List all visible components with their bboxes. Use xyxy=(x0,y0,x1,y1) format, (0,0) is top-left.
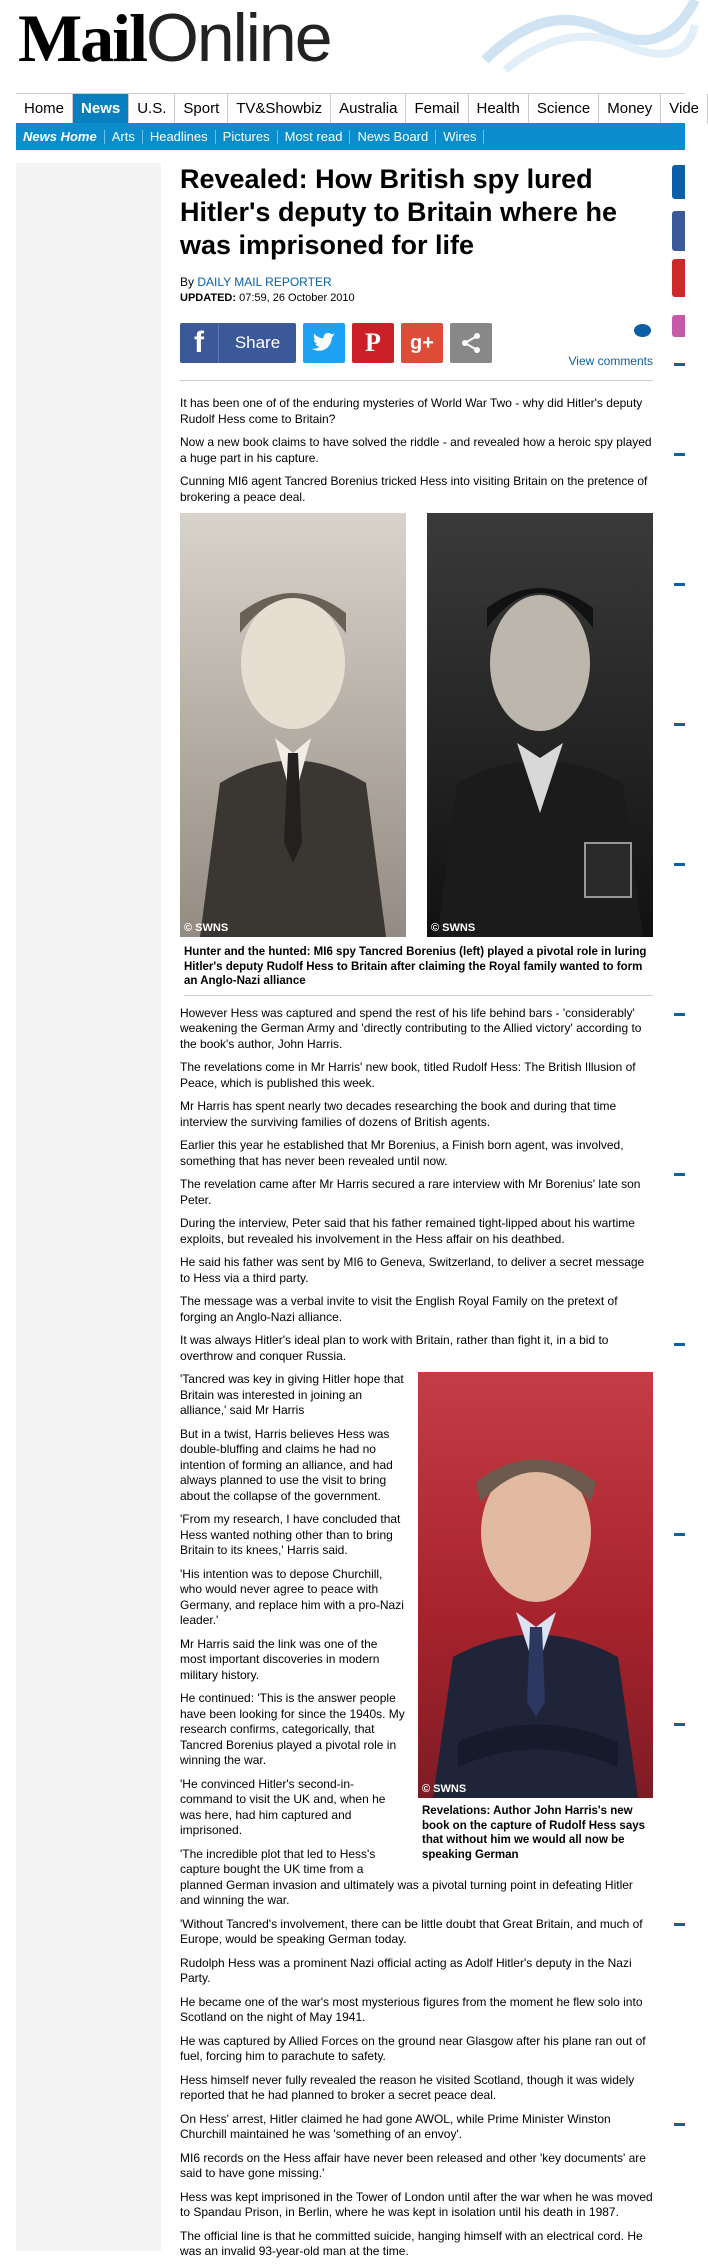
body-paragraph: Earlier this year he established that Mr Borenius, a Finish born agent, was involved, something that has never been revealed until now. xyxy=(180,1138,624,1168)
subnav-headlines[interactable]: Headlines xyxy=(143,130,216,144)
body-paragraph: He was captured by Allied Forces on the ground near Glasgow after his plane ran out of fuel, forcing him to parachute to safety. xyxy=(180,2033,646,2063)
body-paragraph: It was always Hitler's ideal plan to work with Britain, rather than fight it, in a bid to overthrow and conquer Russia. xyxy=(180,1333,609,1363)
sidebar-link-marker[interactable] xyxy=(674,1343,685,1346)
left-ad-column xyxy=(16,163,161,2251)
article-body-2 xyxy=(180,1372,653,2260)
twitter-share-button[interactable] xyxy=(303,323,345,363)
logo-mail: Mail xyxy=(18,0,146,76)
facebook-share-button[interactable] xyxy=(180,323,296,363)
sidebar-link-marker[interactable] xyxy=(674,1923,685,1926)
image-caption: Revelations: Author John Harris's new book on the capture of Rudolf Hess says that without him we would all now be speaking German xyxy=(422,1805,646,1861)
body-paragraph: Mr Harris has spent nearly two decades researching the book and during that time interview the surviving families of dozens of British agents. xyxy=(180,1099,617,1129)
body-paragraph: Hess was kept imprisoned in the Tower of London until after the war when he was moved to Spandau Prison, in Berlin, where he was kept in isolation until his death in 1987. xyxy=(180,2189,653,2219)
subnav-pictures[interactable]: Pictures xyxy=(216,130,278,144)
sidebar-link-marker[interactable] xyxy=(674,363,685,366)
intro-paragraph: Now a new book claims to have solved the riddle - and revealed how a heroic spy played a huge part in his capture. xyxy=(180,435,652,465)
more-share-button[interactable] xyxy=(450,323,492,363)
updated-label: UPDATED: xyxy=(180,292,237,304)
byline-prefix: By xyxy=(180,275,195,289)
sidebar-link-marker[interactable] xyxy=(674,583,685,586)
body-paragraph: The revelations come in Mr Harris' new book, titled Rudolf Hess: The British Illusion of Peace, which is published this week. xyxy=(180,1060,636,1090)
pinterest-icon: P xyxy=(365,328,381,357)
facebook-share-label: Share xyxy=(234,333,281,352)
intro-paragraph: Cunning MI6 agent Tancred Borenius tricked Hess into visiting Britain on the pretence of brokering a peace deal. xyxy=(180,474,648,504)
nav-femail[interactable]: Femail xyxy=(406,94,468,124)
body-paragraph: Rudolph Hess was a prominent Nazi official acting as Adolf Hitler's deputy in the Nazi Party. xyxy=(180,1955,632,1985)
photo-rudolf-hess xyxy=(427,513,653,937)
nav-home[interactable]: Home xyxy=(16,94,73,124)
body-paragraph: During the interview, Peter said that his father remained tight-lipped about his wartime exploits, but revealed his involvement in the Hess affair on his deathbed. xyxy=(180,1216,635,1246)
sidebar-link-marker[interactable] xyxy=(674,453,685,456)
nav-us[interactable]: U.S. xyxy=(129,94,175,124)
sidebar-tab-facebook[interactable] xyxy=(672,211,685,251)
body-paragraph: Hess himself never fully revealed the reason he visited Scotland, though it was widely reported that he had planned to broker a secret peace deal. xyxy=(180,2072,635,2102)
sub-nav xyxy=(16,123,685,150)
portrait-illustration xyxy=(427,513,653,937)
sidebar-tab-red[interactable] xyxy=(672,259,685,297)
google-plus-share-button[interactable] xyxy=(401,323,443,363)
pinterest-share-button[interactable] xyxy=(352,323,394,363)
article xyxy=(180,163,653,2268)
logo-online: Online xyxy=(145,0,331,76)
share-bar xyxy=(180,318,653,381)
sidebar-link-marker[interactable] xyxy=(674,1173,685,1176)
sidebar-link-marker[interactable] xyxy=(674,1013,685,1016)
photo-credit: © SWNS xyxy=(422,1783,467,1795)
body-paragraph: 'Tancred was key in giving Hitler hope that Britain was interested in joining an alliance,' said Mr Harris xyxy=(180,1372,404,1417)
byline xyxy=(180,275,653,289)
subnav-news-board[interactable]: News Board xyxy=(350,130,436,144)
photo-john-harris-block xyxy=(418,1372,653,1868)
sidebar-link-marker[interactable] xyxy=(674,863,685,866)
view-comments-link[interactable]: View comments xyxy=(568,354,653,368)
masthead-swirl-decoration xyxy=(485,0,695,70)
portrait-illustration xyxy=(180,513,406,937)
sidebar-link-marker[interactable] xyxy=(674,1723,685,1726)
twitter-icon xyxy=(312,333,336,353)
subnav-wires[interactable]: Wires xyxy=(436,130,484,144)
intro-paragraph: It has been one of of the enduring mysteries of World War Two - why did Hitler's deputy Rudolf Hess come to Britain? xyxy=(180,396,643,426)
subnav-news-home[interactable]: News Home xyxy=(16,130,105,144)
body-paragraph: The revelation came after Mr Harris secured a rare interview with Mr Borenius' late son Peter. xyxy=(180,1177,641,1207)
facebook-icon: f xyxy=(180,323,219,363)
share-icon xyxy=(460,332,482,354)
article-body-1 xyxy=(180,1006,653,1365)
nav-video[interactable]: Vide xyxy=(661,94,708,124)
body-paragraph: Mr Harris said the link was one of the most important discoveries in modern military history. xyxy=(180,1636,380,1682)
body-paragraph: He became one of the war's most mysterious figures from the moment he flew solo into Scotland on the night of May 1941. xyxy=(180,1994,643,2024)
body-paragraph: On Hess' arrest, Hitler claimed he had gone AWOL, while Prime Minister Winston Churchill maintained he was 'something of an envoy'. xyxy=(180,2111,611,2141)
body-paragraph: He said his father was sent by MI6 to Geneva, Switzerland, to deliver a secret message to Hess via a third party. xyxy=(180,1255,645,1285)
nav-health[interactable]: Health xyxy=(469,94,529,124)
nav-tv-showbiz[interactable]: TV&Showbiz xyxy=(228,94,331,124)
body-paragraph: 'His intention was to depose Churchill, who would never agree to peace with Germany, and replace him with a pro-Nazi leader.' xyxy=(180,1566,404,1627)
body-paragraph: 'The incredible plot that led to Hess's capture bought the UK time from a planned German invasion and ultimately was a pivotal turning point in defeating Hitler and winning the war. xyxy=(180,1846,633,1907)
updated-timestamp xyxy=(180,292,653,304)
masthead xyxy=(0,0,685,88)
sidebar-link-marker[interactable] xyxy=(674,723,685,726)
photo-credit: © SWNS xyxy=(184,922,229,934)
nav-australia[interactable]: Australia xyxy=(331,94,406,124)
body-paragraph: MI6 records on the Hess affair have never been released and other 'key documents' are said to have gone missing.' xyxy=(180,2150,646,2180)
body-paragraph: He continued: 'This is the answer people have been looking for since the 1940s. My research confirms, categorically, that Tancred Borenius played a pivotal role in winning the war. xyxy=(180,1691,405,1767)
site-logo[interactable] xyxy=(18,0,331,76)
body-paragraph: The message was a verbal invite to visit the English Royal Family on the pretext of forging an Anglo-Nazi alliance. xyxy=(180,1294,618,1324)
body-paragraph: 'From my research, I have concluded that Hess wanted nothing other than to bring Britain to its knees,' Harris said. xyxy=(180,1512,401,1557)
body-paragraph: 'He convinced Hitler's second-in-command to visit the UK and, when he was here, had him captured and imprisoned. xyxy=(180,1776,386,1837)
body-paragraph: 'Without Tancred's involvement, there can be little doubt that Great Britain, and much of Europe, would be speaking German today. xyxy=(180,1916,643,1946)
body-paragraph: But in a twist, Harris believes Hess was double-bluffing and claims he had no intention of forming an alliance, and had always planned to use the visit to bring about the collapse of the government. xyxy=(180,1426,393,1503)
image-pair xyxy=(180,513,653,937)
updated-time: 07:59, 26 October 2010 xyxy=(239,292,355,304)
nav-money[interactable]: Money xyxy=(599,94,661,124)
photo-john-harris xyxy=(418,1372,653,1798)
image-caption: Hunter and the hunted: MI6 spy Tancred Borenius (left) played a pivotal role in luring Hitler's deputy Rudolf Hess to Britain after claiming the Royal family wanted to form an Anglo-Nazi alliance xyxy=(184,945,653,996)
google-plus-icon: g+ xyxy=(410,331,434,354)
nav-science[interactable]: Science xyxy=(529,94,599,124)
right-sidebar-edge xyxy=(670,163,685,2251)
subnav-arts[interactable]: Arts xyxy=(105,130,143,144)
author-link[interactable]: DAILY MAIL REPORTER xyxy=(197,275,332,289)
body-paragraph: The official line is that he committed suicide, hanging himself with an electrical cord. He was an invalid 93-year-old man at the time. xyxy=(180,2228,643,2258)
photo-tancred-borenius xyxy=(180,513,406,937)
subnav-most-read[interactable]: Most read xyxy=(278,130,351,144)
comment-bubble-icon[interactable] xyxy=(634,324,651,337)
article-intro xyxy=(180,396,653,505)
sidebar-link-marker[interactable] xyxy=(674,1533,685,1536)
portrait-illustration xyxy=(418,1372,653,1798)
nav-news[interactable]: News xyxy=(73,94,129,124)
nav-sport[interactable]: Sport xyxy=(175,94,228,124)
sidebar-link-marker[interactable] xyxy=(674,2123,685,2126)
main-nav xyxy=(16,93,700,124)
body-paragraph: However Hess was captured and spend the rest of his life behind bars - 'considerably' weakening the German Army and 'directly contributing to the Allied victory' according to the book's author, John Harris. xyxy=(180,1005,642,1051)
sidebar-tab-pink[interactable] xyxy=(672,315,685,337)
article-headline: Revealed: How British spy lured Hitler's deputy to Britain where he was imprisoned for life xyxy=(180,164,617,260)
photo-credit: © SWNS xyxy=(431,922,476,934)
sidebar-tab-blue[interactable] xyxy=(672,165,685,199)
